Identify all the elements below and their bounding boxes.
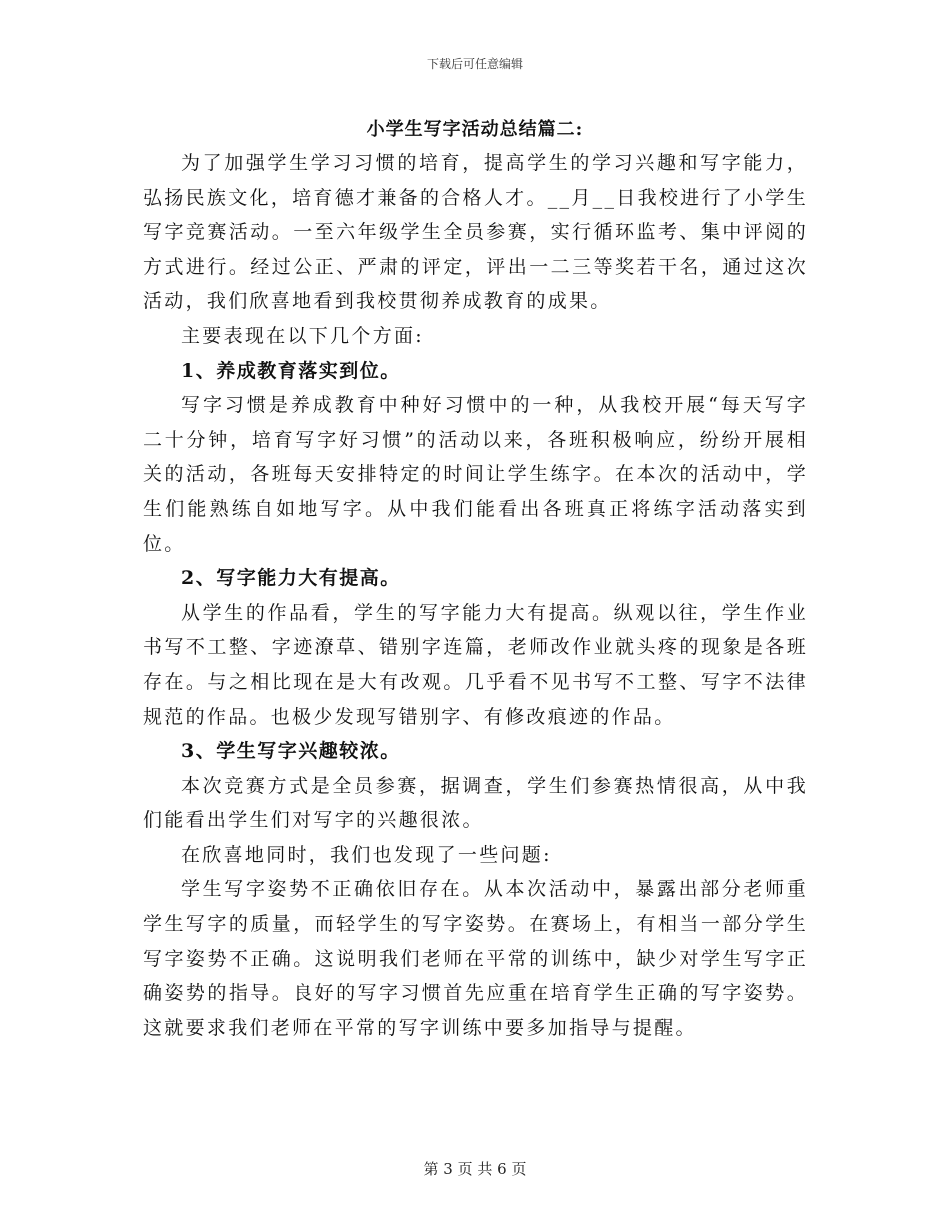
paragraph-problem-posture: 学生写字姿势不正确依旧存在。从本次活动中，暴露出部分老师重学生写字的质量，而轻学生的写字姿势。在赛场上，有相当一部分学生写字姿势不正确。这说明我们老师在平常的训练中，缺少对学生写字正确姿势的指导。良好的写字习惯首先应重在培育学生正确的写字姿势。这就要求我们老师在平常的写字训练中要多加指导与提醒。 — [143, 878, 808, 1039]
section-heading-2: 2、写字能力大有提高。 — [181, 567, 401, 590]
paragraph-section-2: 从学生的作品看，学生的写字能力大有提高。纵观以往，学生作业书写不工整、字迹潦草、错别字连篇，老师改作业就头疼的现象是各班存在。与之相比现在是大有改观。几乎看不见书写不工整、写字不法律规范的作品。也极少发现写错别字、有修改痕迹的作品。 — [143, 601, 808, 728]
section-heading-1: 1、养成教育落实到位。 — [181, 359, 401, 382]
paragraph-intro: 为了加强学生学习习惯的培育，提高学生的学习兴趣和写字能力，弘扬民族文化，培育德才兼备的合格人才。__月__日我校进行了小学生写字竞赛活动。一至六年级学生全员参赛，实行循环监考、集中评阅的方式进行。经过公正、严肃的评定，评出一二三等奖若干名，通过这次活动，我们欣喜地看到我校贯彻养成教育的成果。 — [143, 152, 808, 313]
header-note: 下载后可任意编辑 — [426, 57, 523, 71]
page-number: 第 3 页 共 6 页 — [423, 1160, 527, 1178]
paragraph-section-3: 本次竞赛方式是全员参赛，据调查，学生们参赛热情很高，从中我们能看出学生们对写字的兴趣很浓。 — [143, 774, 808, 832]
document-title: 小学生写字活动总结篇二: — [366, 119, 584, 140]
document-body — [143, 146, 808, 1045]
paragraph-aspects-intro: 主要表现在以下几个方面: — [181, 324, 425, 347]
section-heading-3: 3、学生写字兴趣较浓。 — [181, 740, 401, 763]
paragraph-section-1: 写字习惯是养成教育中种好习惯中的一种，从我校开展“每天写字二十分钟，培育写字好习惯”的活动以来，各班积极响应，纷纷开展相关的活动，各班每天安排特定的时间让学生练字。在本次的活动中，学生们能熟练自如地写字。从中我们能看出各班真正将练字活动落实到位。 — [143, 394, 808, 555]
paragraph-problems-intro: 在欣喜地同时，我们也发现了一些问题: — [181, 843, 552, 866]
